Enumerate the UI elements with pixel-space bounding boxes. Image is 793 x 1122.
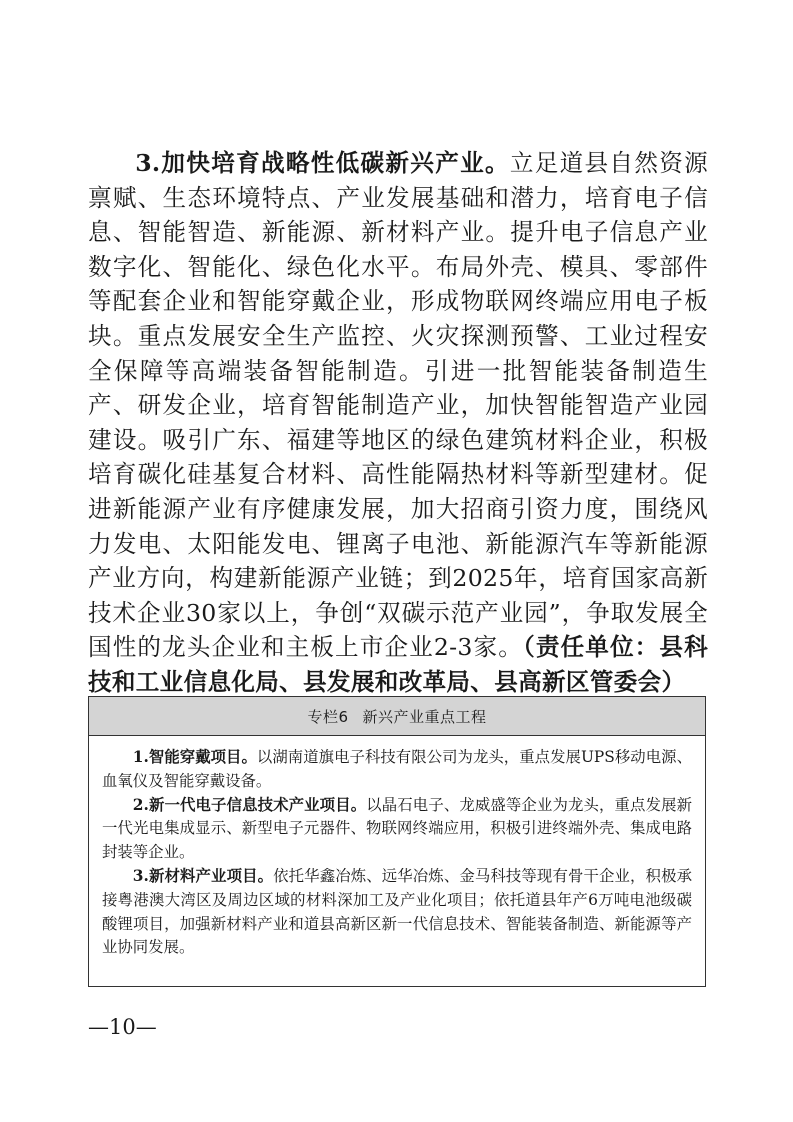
project-title: 2.新一代电子信息技术产业项目。 [132,795,367,814]
project-item [102,865,692,960]
column-number: 专栏6 [307,707,349,726]
section-heading: 3.加快培育战略性低碳新兴产业。 [135,149,510,177]
column-box-header [89,697,705,736]
project-text: 以晶石电子、龙威盛等企业为龙头，重点发展新一代光电集成显示、新型电子元器件、物联网终端应用，积极引进终端外壳、集成电路封装等企业。 [102,795,692,862]
project-text: 以湖南道旗电子科技有限公司为龙头，重点发展UPS移动电源、血氧仪及智能穿戴设备。 [102,748,692,790]
project-item [102,794,692,865]
project-item [102,746,692,794]
responsibility-units: （责任单位：县科技和工业信息化局、县发展和改革局、县高新区管委会） [88,633,708,696]
section-body: 立足道县自然资源禀赋、生态环境特点、产业发展基础和潜力，培育电子信息、智能智造、新能源、新材料产业。提升电子信息产业数字化、智能化、绿色化水平。布局外壳、模具、零部件等配套企业和智能穿戴企业，形成物联网终端应用电子板块。重点发展安全生产监控、火灾探测预警、工业过程安全保障等高端装备智能制造。引进一批智能装备制造生产、研发企业，培育智能制造产业，加快智能智造产业园建设。吸引广东、福建等地区的绿色建筑材料企业，积极培育碳化硅基复合材料、高性能隔热材料等新型建材。促进新能源产业有序健康发展，加大招商引资力度，围绕风力发电、太阳能发电、锂离子电池、新能源汽车等新能源产业方向，构建新能源产业链；到2025年，培育国家高新技术企业30家以上，争创“双碳示范产业园”，争取发展全国性的龙头企业和主板上市企业2-3家。 [88,149,708,662]
page-number: —10— [88,1015,157,1039]
column-box [88,696,706,987]
column-box-body [89,736,705,960]
column-title: 新兴产业重点工程 [362,707,487,726]
main-paragraph [88,146,708,700]
project-text: 依托华鑫冶炼、远华冶炼、金马科技等现有骨干企业，积极承接粤港澳大湾区及周边区域的材料深加工及产业化项目；依托道县年产6万吨电池级碳酸锂项目，加强新材料产业和道县高新区新一代信息技术、智能装备制造、新能源等产业协同发展。 [102,866,692,957]
project-title: 3.新材料产业项目。 [132,866,274,885]
project-title: 1.智能穿戴项目。 [132,748,257,766]
